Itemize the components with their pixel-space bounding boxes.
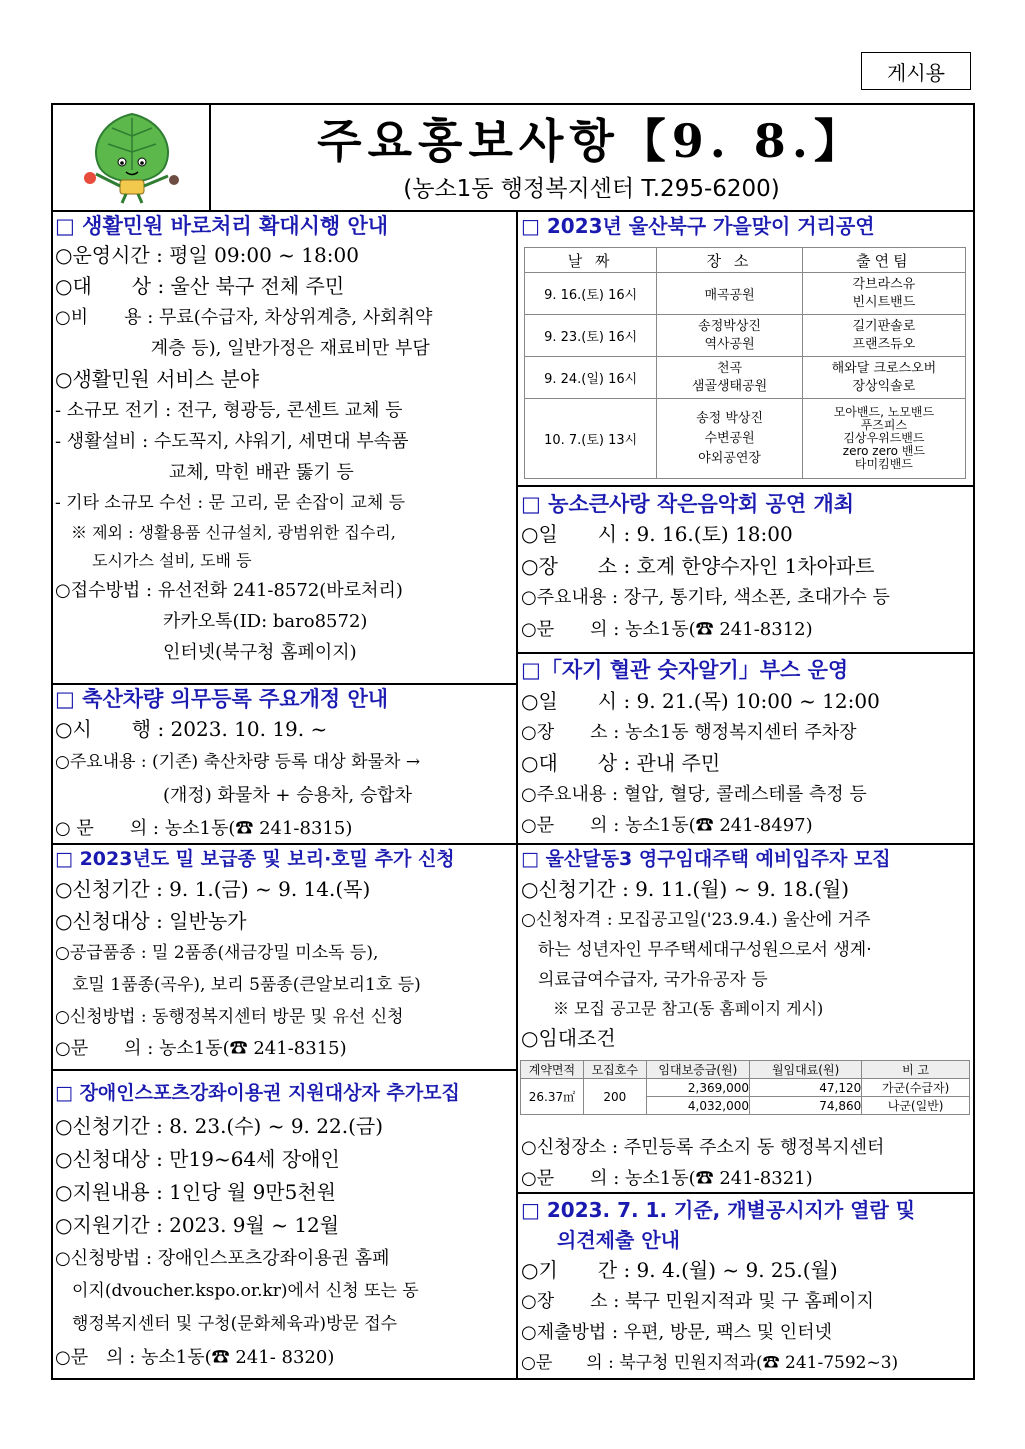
text-line: 행정복지센터 및 구청(문화체육과)방문 접수 — [55, 1314, 398, 1334]
text-line: ○문 의 : 북구청 민원지적과(☎ 241-7592~3) — [521, 1353, 899, 1373]
table-header: 계약면적 — [521, 1061, 584, 1079]
table-cell: 2,369,000 — [646, 1079, 749, 1097]
left-divider-3 — [51, 1069, 517, 1071]
section-title: □「자기 혈관 숫자알기」부스 운영 — [521, 658, 849, 682]
table-cell: 9. 23.(토) 16시 — [525, 315, 657, 357]
text-line: - 소규모 전기 : 전구, 형광등, 콘센트 교체 등 — [55, 400, 403, 421]
text-line: ○ 문 의 : 농소1동(☎ 241-8315) — [55, 818, 353, 839]
section-title: □ 2023. 7. 1. 기준, 개별공시지가 열람 및 — [521, 1198, 916, 1222]
table-header: 월임대료(원) — [749, 1061, 861, 1079]
text-line: ○접수방법 : 유선전화 241-8572(바로처리) — [55, 580, 403, 601]
posting-badge: 게시용 — [861, 52, 971, 90]
section-street-performance — [521, 212, 973, 240]
right-divider-1 — [517, 485, 975, 487]
section-title: □ 2023년 울산북구 가을맞이 거리공연 — [521, 214, 875, 238]
table-header: 모집호수 — [583, 1061, 646, 1079]
text-line: ○신청대상 : 만19~64세 장애인 — [55, 1147, 340, 1171]
table-cell: 200 — [583, 1079, 646, 1115]
table-cell: 9. 16.(토) 16시 — [525, 273, 657, 315]
table-cell: 47,120 — [749, 1079, 861, 1097]
section-blood-vessel-booth — [521, 654, 973, 841]
table-cell: 26.37㎡ — [521, 1079, 584, 1115]
text-line: ○문 의 : 농소1동(☎ 241- 8320) — [55, 1347, 335, 1368]
table-cell: 송정 박상진 수변공원 야외공연장 — [657, 399, 803, 479]
text-line: 계층 등), 일반가정은 재료비만 부담 — [55, 338, 430, 359]
table-cell: 9. 24.(일) 16시 — [525, 357, 657, 399]
text-line: ○신청기간 : 8. 23.(수) ~ 9. 22.(금) — [55, 1114, 383, 1138]
section-wheat-seed — [55, 845, 515, 1065]
section-small-concert — [521, 490, 973, 646]
section-land-price — [521, 1195, 973, 1379]
text-line: ○신청방법 : 장애인스포츠강좌이용권 홈페 — [55, 1248, 390, 1269]
text-line: - 기타 소규모 수선 : 문 고리, 문 손잡이 교체 등 — [55, 493, 406, 513]
section-title: □ 축산차량 의무등록 주요개정 안내 — [55, 687, 389, 711]
performance-schedule-table — [524, 247, 966, 479]
table-cell: 각브라스유 빈시트밴드 — [802, 273, 965, 315]
table-cell: 4,032,000 — [646, 1097, 749, 1115]
table-header: 비 고 — [862, 1061, 970, 1079]
section-livestock-vehicle — [55, 685, 515, 845]
text-line: ○비 용 : 무료(수급자, 차상위계층, 사회취약 — [55, 307, 433, 328]
text-line: ○신청기간 : 9. 11.(월) ~ 9. 18.(월) — [521, 877, 849, 901]
text-line: ○제출방법 : 우편, 방문, 팩스 및 인터넷 — [521, 1322, 832, 1343]
text-line: ※ 모집 공고문 참고(동 홈페이지 게시) — [521, 999, 824, 1018]
table-cell: 나군(일반) — [862, 1097, 970, 1115]
text-line: ○문 의 : 농소1동(☎ 241-8315) — [55, 1038, 347, 1059]
leaf-mascot-icon — [72, 110, 192, 205]
text-line: ○문 의 : 농소1동(☎ 241-8312) — [521, 619, 813, 640]
text-line: ○신청자격 : 모집공고일('23.9.4.) 울산에 거주 — [521, 910, 871, 930]
section-civil-service — [55, 212, 515, 668]
table-cell: 74,860 — [749, 1097, 861, 1115]
table-header: 출연팀 — [802, 248, 965, 273]
text-line: 이지(dvoucher.kspo.or.kr)에서 신청 또는 동 — [55, 1281, 419, 1301]
text-line: ○신청대상 : 일반농가 — [55, 909, 247, 933]
text-line: 교체, 막힌 배관 뚫기 등 — [55, 462, 354, 483]
text-line: ○임대조건 — [521, 1026, 616, 1050]
section-title: □ 울산달동3 영구임대주택 예비입주자 모집 — [521, 848, 891, 870]
table-cell: 모아밴드, 노모밴드 푸즈피스 김상우위드밴드 zero zero 밴드 타미킴밴드 — [802, 399, 965, 479]
table-cell: 매곡공원 — [657, 273, 803, 315]
table-cell: 길기판솔로 프랜즈듀오 — [802, 315, 965, 357]
section-title: □ 생활민원 바로처리 확대시행 안내 — [55, 214, 389, 238]
text-line: - 생활설비 : 수도꼭지, 샤워기, 세면대 부속품 — [55, 431, 409, 452]
section-rental-housing — [521, 845, 973, 1053]
page-title: 주요홍보사항【9. 8.】 — [317, 114, 866, 168]
table-cell: 해와달 크로스오버 장상익솔로 — [802, 357, 965, 399]
text-line: 인터넷(북구청 홈페이지) — [55, 642, 357, 663]
table-header: 날 짜 — [525, 248, 657, 273]
text-line: ○생활민원 서비스 분야 — [55, 367, 260, 391]
text-line: ○신청방법 : 동행정복지센터 방문 및 유선 신청 — [55, 1007, 404, 1027]
text-line: ○시 행 : 2023. 10. 19. ~ — [55, 717, 328, 741]
table-header: 장 소 — [657, 248, 803, 273]
text-line: 하는 성년자인 무주택세대구성원으로서 생계· — [521, 940, 872, 960]
text-line: ○대 상 : 울산 북구 전체 주민 — [55, 274, 345, 298]
section-title: □ 농소큰사랑 작은음악회 공연 개최 — [521, 492, 855, 516]
table-cell: 가군(수급자) — [862, 1079, 970, 1097]
table-cell: 송정박상진 역사공원 — [657, 315, 803, 357]
text-line: ○장 소 : 농소1동 행정복지센터 주차장 — [521, 722, 857, 743]
table-header: 임대보증금(원) — [646, 1061, 749, 1079]
text-line: ○장 소 : 북구 민원지적과 및 구 홈페이지 — [521, 1291, 874, 1312]
text-line: ○신청장소 : 주민등록 주소지 동 행정복지센터 — [521, 1137, 885, 1158]
text-line: ○일 시 : 9. 16.(토) 18:00 — [521, 522, 793, 546]
text-line: 호밀 1품종(곡우), 보리 5품종(큰알보리1호 등) — [55, 975, 421, 995]
section-sports-voucher — [55, 1076, 515, 1374]
text-line: ○주요내용 : 장구, 통기타, 색소폰, 초대가수 등 — [521, 587, 890, 608]
text-line: ○주요내용 : (기존) 축산차량 등록 대상 화물차 → — [55, 752, 421, 772]
section-title-cont: 의견제출 안내 — [557, 1228, 680, 1252]
section-title: □ 2023년도 밀 보급종 및 보리·호밀 추가 신청 — [55, 848, 455, 870]
text-line: ○문 의 : 농소1동(☎ 241-8321) — [521, 1168, 813, 1189]
table-cell: 10. 7.(토) 13시 — [525, 399, 657, 479]
text-line: ○주요내용 : 혈압, 혈당, 콜레스테롤 측정 등 — [521, 784, 867, 805]
section-rental-contact — [521, 1132, 973, 1194]
text-line: ○기 간 : 9. 4.(월) ~ 9. 25.(월) — [521, 1258, 838, 1282]
text-line: ○장 소 : 호계 한양수자인 1차아파트 — [521, 554, 875, 578]
text-line: ○대 상 : 관내 주민 — [521, 751, 721, 775]
text-line: 의료급여수급자, 국가유공자 등 — [521, 970, 768, 990]
text-line: ○운영시간 : 평일 09:00 ~ 18:00 — [55, 243, 359, 267]
text-line: ○지원기간 : 2023. 9월 ~ 12월 — [55, 1213, 340, 1237]
text-line: (개정) 화물차 + 승용차, 승합차 — [55, 785, 413, 806]
column-divider — [516, 210, 518, 1380]
text-line: ○문 의 : 농소1동(☎ 241-8497) — [521, 815, 813, 836]
text-line: 카카오톡(ID: baro8572) — [55, 611, 368, 632]
text-line: ○공급품종 : 밀 2품종(새금강밀 미소독 등), — [55, 943, 379, 963]
text-line: ○신청기간 : 9. 1.(금) ~ 9. 14.(목) — [55, 877, 371, 901]
page-subtitle: (농소1동 행정복지센터 T.295-6200) — [403, 176, 780, 202]
text-line: ※ 제외 : 생활용품 신규설치, 광범위한 집수리, — [55, 523, 396, 542]
text-line: ○일 시 : 9. 21.(목) 10:00 ~ 12:00 — [521, 689, 880, 713]
section-title: □ 장애인스포츠강좌이용권 지원대상자 추가모집 — [55, 1082, 460, 1104]
rental-conditions-table — [520, 1060, 970, 1115]
text-line: ○지원내용 : 1인당 월 9만5천원 — [55, 1180, 336, 1204]
text-line: 도시가스 설비, 도배 등 — [55, 551, 252, 570]
table-cell: 천곡 샘골생태공원 — [657, 357, 803, 399]
